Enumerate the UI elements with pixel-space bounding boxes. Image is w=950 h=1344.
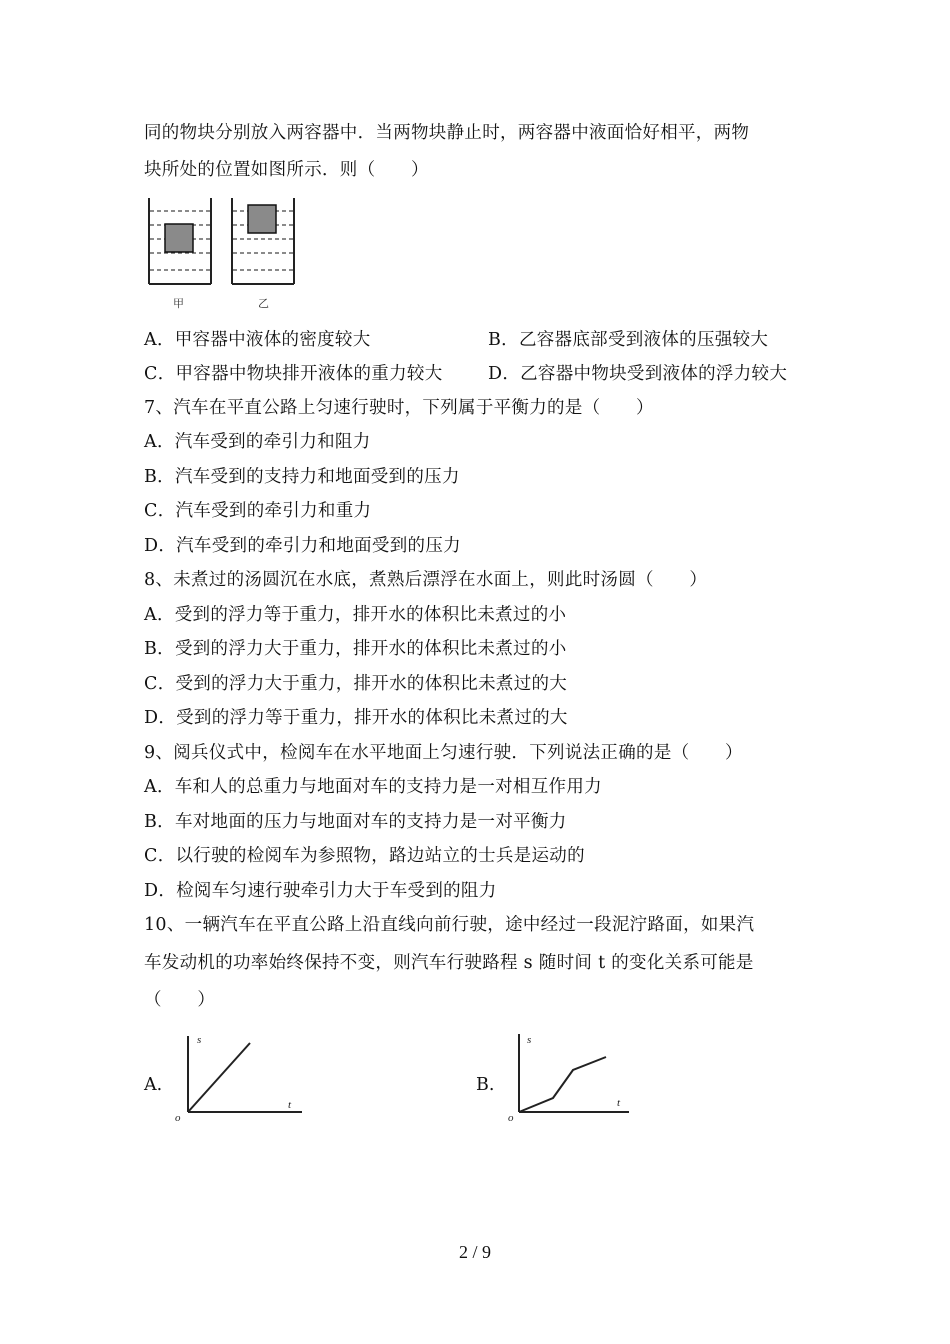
q6-option-a: A．甲容器中液体的密度较大 (144, 330, 371, 350)
q9-option-a: A．车和人的总重力与地面对车的支持力是一对相互作用力 (144, 777, 602, 797)
graph-b-origin: o (508, 1112, 514, 1124)
graph-a-line (188, 1043, 250, 1112)
q6-option-c: C．甲容器中物块排开液体的重力较大 (144, 364, 443, 384)
graph-b-t-label: t (617, 1097, 621, 1109)
q10-graph-a (170, 1020, 310, 1124)
q7-option-d: D．汽车受到的牵引力和地面受到的压力 (144, 536, 461, 556)
graph-a-t-label: t (288, 1099, 292, 1111)
q8-option-a: A．受到的浮力等于重力，排开水的体积比未煮过的小 (144, 605, 567, 625)
fig-label-yi: 乙 (258, 297, 269, 310)
q8-option-c: C．受到的浮力大于重力，排开水的体积比未煮过的大 (144, 674, 568, 694)
q7-option-b: B．汽车受到的支持力和地面受到的压力 (144, 467, 460, 487)
graph-a-origin: o (175, 1112, 181, 1124)
container-right (232, 198, 294, 284)
q7-option-c: C．汽车受到的牵引力和重力 (144, 501, 372, 521)
q9-stem: 9、阅兵仪式中，检阅车在水平地面上匀速行驶．下列说法正确的是（ ） (144, 743, 743, 763)
graph-b-s-label: s (527, 1034, 532, 1046)
q10-stem-line3: （ ） (144, 990, 216, 1010)
block-left (165, 224, 193, 252)
graph-a-s-label: s (197, 1034, 202, 1046)
page-number: 2 / 9 (458, 1242, 491, 1262)
q10-stem-line2: 车发动机的功率始终保持不变，则汽车行驶路程 s 随时间 t 的变化关系可能是 (144, 953, 754, 973)
q6-stem-line2: 块所处的位置如图所示．则（ ） (144, 160, 429, 180)
q6-option-b: B．乙容器底部受到液体的压强较大 (488, 330, 769, 350)
q7-stem: 7、汽车在平直公路上匀速行驶时，下列属于平衡力的是（ ） (144, 398, 654, 418)
q10-stem-line1: 10、一辆汽车在平直公路上沿直线向前行驶，途中经过一段泥泞路面，如果汽 (144, 915, 755, 935)
q6-stem-line1: 同的物块分别放入两容器中．当两物块静止时，两容器中液面恰好相平，两物 (144, 123, 750, 143)
q10-option-a-label: A. (144, 1075, 163, 1095)
block-right (248, 205, 276, 233)
fig-label-jia: 甲 (173, 297, 184, 310)
q10-graph-b (503, 1020, 633, 1124)
q10-option-b-label: B. (476, 1075, 495, 1095)
graph-b-line (519, 1057, 606, 1112)
q8-option-d: D．受到的浮力等于重力，排开水的体积比未煮过的大 (144, 708, 568, 728)
q6-containers-figure (140, 192, 310, 316)
q8-stem: 8、未煮过的汤圆沉在水底，煮熟后漂浮在水面上，则此时汤圆（ ） (144, 570, 708, 590)
q9-option-b: B．车对地面的压力与地面对车的支持力是一对平衡力 (144, 812, 567, 832)
container-left (149, 198, 211, 284)
q9-option-c: C．以行驶的检阅车为参照物，路边站立的士兵是运动的 (144, 846, 585, 866)
q6-option-d: D．乙容器中物块受到液体的浮力较大 (488, 364, 788, 384)
q9-option-d: D．检阅车匀速行驶牵引力大于车受到的阻力 (144, 881, 497, 901)
q8-option-b: B．受到的浮力大于重力，排开水的体积比未煮过的小 (144, 639, 567, 659)
q7-option-a: A．汽车受到的牵引力和阻力 (144, 432, 371, 452)
